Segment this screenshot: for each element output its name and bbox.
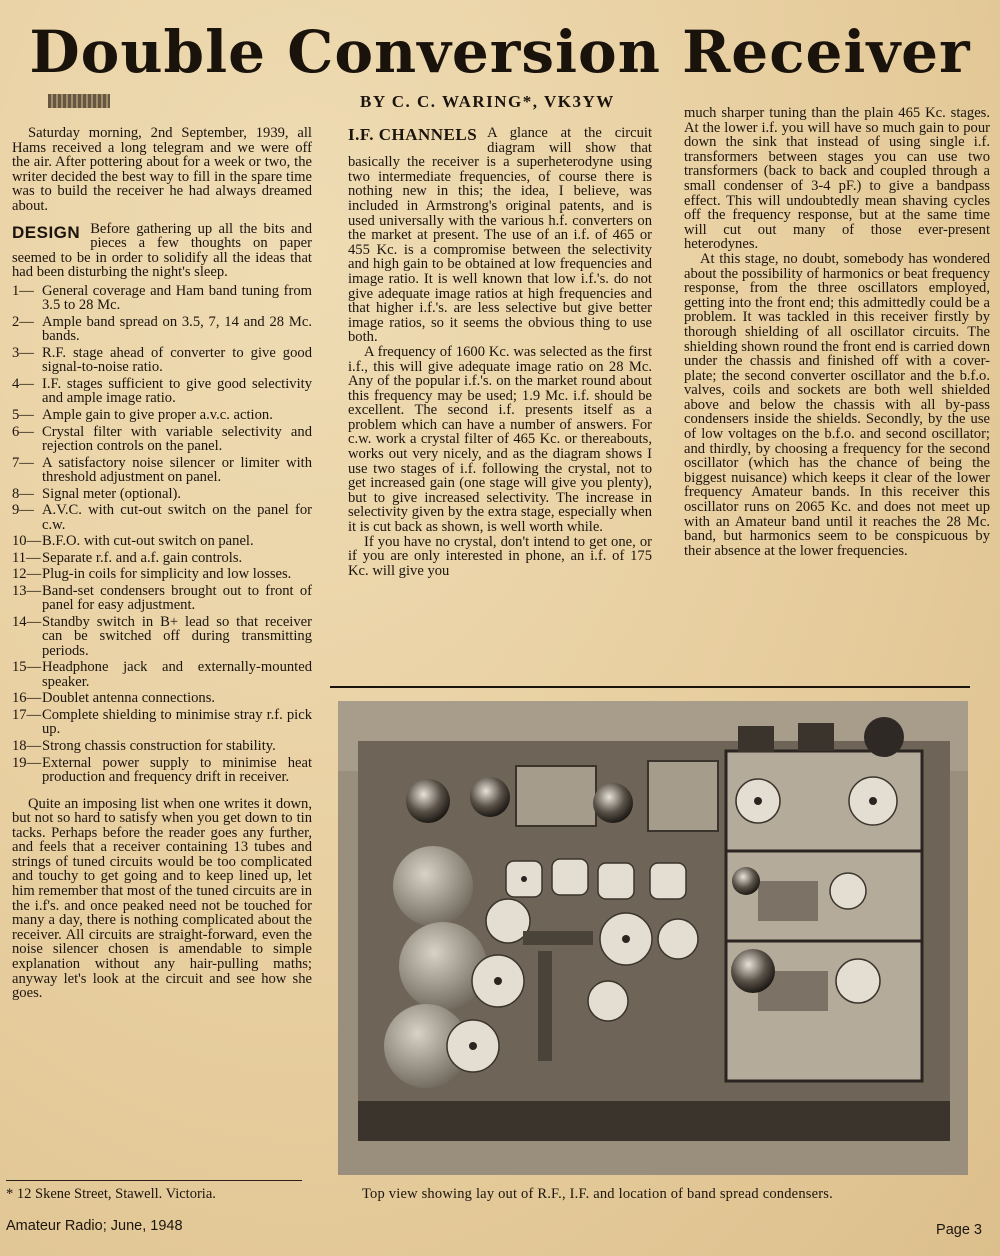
requirement-number: 16—	[12, 690, 42, 707]
requirement-text: Crystal filter with variable selectivity and rejection controls on the panel.	[42, 423, 312, 454]
requirement-number: 19—	[12, 754, 42, 771]
publication-footer: Amateur Radio; June, 1948	[6, 1218, 183, 1234]
requirement-text: External power supply to minimise heat production and frequency drift in receiver.	[42, 754, 312, 785]
requirement-item	[12, 503, 312, 532]
requirement-text: Doublet antenna connections.	[42, 690, 216, 707]
requirement-text: Signal meter (optional).	[42, 485, 182, 502]
column-2	[348, 126, 652, 578]
requirement-number: 14—	[12, 613, 42, 630]
if-paragraph-3: If you have no crystal, don't intend to get one, or if you are only interested in phone, an i.f. of 175 Kc. will give you	[348, 533, 652, 579]
requirement-item	[12, 551, 312, 565]
col3-paragraph-2: At this stage, no doubt, somebody has wondered about the possibility of harmonics or beat frequency response, from the three oscillators employed, getting into the front end; this admittedly could be a problem. It was tackled in this receiver firstly by thorough shielding of all oscillator circuits. The shielding shown round the front end is carried down under the chassis and finished off with a cover-plate; the second converter oscillator and the b.f.o. valves, coils and sockets are both well shielded above and below the chassis with all by-pass condensers inside the shields. Secondly, by the use of low voltages on the b.f.o. and second oscillator; and thirdly, by choosing a frequency for the second oscillator (which has the chance of being the biggest nuisance) which keeps it clear of the lower frequency Amateur bands. In this receiver this oscillator runs on 2065 Kc. and does not meet up with an Amateur band until it reaches the 28 Mc. band, but harmonics seem to be conspicuous by their absence at the lower frequencies.	[684, 250, 990, 559]
requirement-text: B.F.O. with cut-out switch on panel.	[42, 533, 254, 550]
requirement-number: 12—	[12, 566, 42, 583]
requirement-item	[12, 691, 312, 705]
if-paragraph-1: A glance at the circuit diagram will show that basically the receiver is a superheterodyne using two intermediate frequencies, of course there is nothing new in this; the idea, I believe, was included in Armstrong's original patents, and is used universally with the various h.f. converters on the market at present. The use of an i.f. of 465 or 455 Kc. is a compromise between the selectivity and high gain to be obtained at low frequencies and image ratio. It is well known that low i.f.'s. do not give adequate image ratios at high frequencies and that higher i.f.'s. are less selective but give better image ratios, so it seems the obvious thing to use both.	[348, 125, 652, 346]
footnote-rule	[6, 1180, 302, 1181]
requirement-number: 9—	[12, 502, 34, 519]
requirement-item	[12, 284, 312, 313]
intro-paragraph: Saturday morning, 2nd September, 1939, all Hams received a long telegram and we were off the air. After pottering about for a week or two, the writer decided the best way to fill in the spare time was to build the receiver he had always dreamed about.	[12, 125, 312, 214]
requirement-number: 3—	[12, 344, 34, 361]
requirement-item	[12, 756, 312, 785]
closing-paragraph: Quite an imposing list when one writes it down, but not so hard to satisfy when you get down to tin tacks. Perhaps before the reader goes any further, and feels that a receiver containing 13 tubes and strings of tuned circuits would be too complicated and touchy to get going and to keep lined up, let him remember that most of the tuned circuits are in the i.f's. and once peaked need not be touched for many a day, there is nothing complicated about the receiver. All circuits are straight-forward, even the noise silencer chosen is amendable to simple explanation without any hair-pulling maths; anyway let's look at the circuit and see how she goes.	[12, 795, 312, 1002]
requirement-text: R.F. stage ahead of converter to give good signal-to-noise ratio.	[42, 344, 312, 376]
author-footnote: * 12 Skene Street, Stawell. Victoria.	[6, 1186, 216, 1202]
requirement-number: 7—	[12, 454, 34, 471]
requirement-number: 2—	[12, 313, 34, 330]
requirement-text: I.F. stages sufficient to give good selectivity and ample image ratio.	[42, 375, 312, 407]
column-3	[684, 106, 990, 558]
requirement-item	[12, 534, 312, 548]
requirement-number: 5—	[12, 406, 34, 423]
requirement-item	[12, 408, 312, 422]
requirement-item	[12, 708, 312, 737]
requirement-item	[12, 487, 312, 501]
requirement-text: Separate r.f. and a.f. gain controls.	[42, 549, 243, 566]
requirement-item	[12, 377, 312, 406]
requirement-text: Strong chassis construction for stability.	[42, 737, 276, 754]
requirement-text: Standby switch in B+ lead so that receiver can be switched off during transmitting periods.	[42, 613, 312, 659]
requirement-item	[12, 315, 312, 344]
requirement-number: 11—	[12, 549, 41, 566]
requirement-number: 18—	[12, 737, 42, 754]
if-channels-heading: I.F. CHANNELS	[348, 125, 478, 144]
requirement-item	[12, 739, 312, 753]
requirement-text: Headphone jack and externally-mounted speaker.	[42, 659, 312, 690]
requirement-text: General coverage and Ham band tuning from 3.5 to 28 Mc.	[42, 282, 312, 314]
requirement-item	[12, 346, 312, 375]
byline: BY C. C. WARING*, VK3YW	[360, 92, 615, 111]
requirement-item	[12, 456, 312, 485]
requirement-item	[12, 567, 312, 581]
requirement-text: A.V.C. with cut-out switch on the panel for c.w.	[42, 502, 312, 533]
page-number: Page 3	[936, 1222, 982, 1238]
requirement-item	[12, 584, 312, 613]
requirement-text: Complete shielding to minimise stray r.f. pick up.	[42, 706, 312, 738]
chassis-illustration	[338, 701, 968, 1175]
requirement-item	[12, 615, 312, 658]
design-heading: DESIGN	[12, 222, 81, 242]
chassis-photo	[338, 701, 968, 1175]
article-title: Double Conversion Receiver	[29, 18, 971, 86]
requirement-text: Band-set condensers brought out to front of panel for easy adjustment.	[42, 582, 312, 614]
requirement-number: 6—	[12, 423, 34, 440]
requirement-number: 15—	[12, 659, 42, 676]
col3-paragraph-1: much sharper tuning than the plain 465 Kc. stages. At the lower i.f. you will have so much gain to pour down the sink that instead of using single i.f. transformers between stages you can use two transformers (back to back and coupled through a small condenser of 3-4 pF.) to give a bandpass effect. This will undoubtedly mean shaving cycles off the frequency response, but at the same time will cut out many of those ever-present heterodynes.	[684, 105, 990, 253]
requirement-number: 10—	[12, 533, 42, 550]
requirement-item	[12, 425, 312, 454]
design-paragraph: Before gathering up all the bits and pieces a few thoughts on paper seemed to be in order to solidify all the ideas that had been disturbing the night's sleep.	[12, 220, 312, 281]
requirement-text: A satisfactory noise silencer or limiter with threshold adjustment on panel.	[42, 454, 312, 485]
requirement-number: 1—	[12, 282, 34, 299]
requirement-number: 17—	[12, 706, 42, 723]
photo-top-rule	[330, 686, 970, 688]
if-paragraph-2: A frequency of 1600 Kc. was selected as the first i.f., this will give adequate image ratio on 28 Mc. Any of the popular i.f.'s. on the market round about this frequency may be used; 1.9 Mc. i.f. should be excellent. The second i.f. presents itself as a problem which can have a number of answers. For c.w. work a crystal filter of 465 Kc. or thereabouts, works out very nicely, and as the diagram shows I use two stages of i.f. following the crystal, not to get increased gain (one stage will give you plenty), but to give increased selectivity. The increase in selectivity given by the extra stage, especially when it is cut back as shown, is well worth while.	[348, 343, 652, 536]
requirement-text: Ample band spread on 3.5, 7, 14 and 28 Mc. bands.	[42, 313, 312, 345]
requirement-text: Plug-in coils for simplicity and low losses.	[42, 566, 292, 583]
requirements-list	[12, 284, 312, 784]
requirement-item	[12, 660, 312, 689]
photo-caption: Top view showing lay out of R.F., I.F. and location of band spread condensers.	[362, 1186, 833, 1202]
ink-smudge	[48, 94, 110, 108]
requirement-number: 13—	[12, 582, 42, 599]
column-1	[12, 126, 312, 1001]
requirement-number: 4—	[12, 375, 34, 392]
requirement-number: 8—	[12, 485, 34, 502]
requirement-text: Ample gain to give proper a.v.c. action.	[42, 406, 273, 423]
